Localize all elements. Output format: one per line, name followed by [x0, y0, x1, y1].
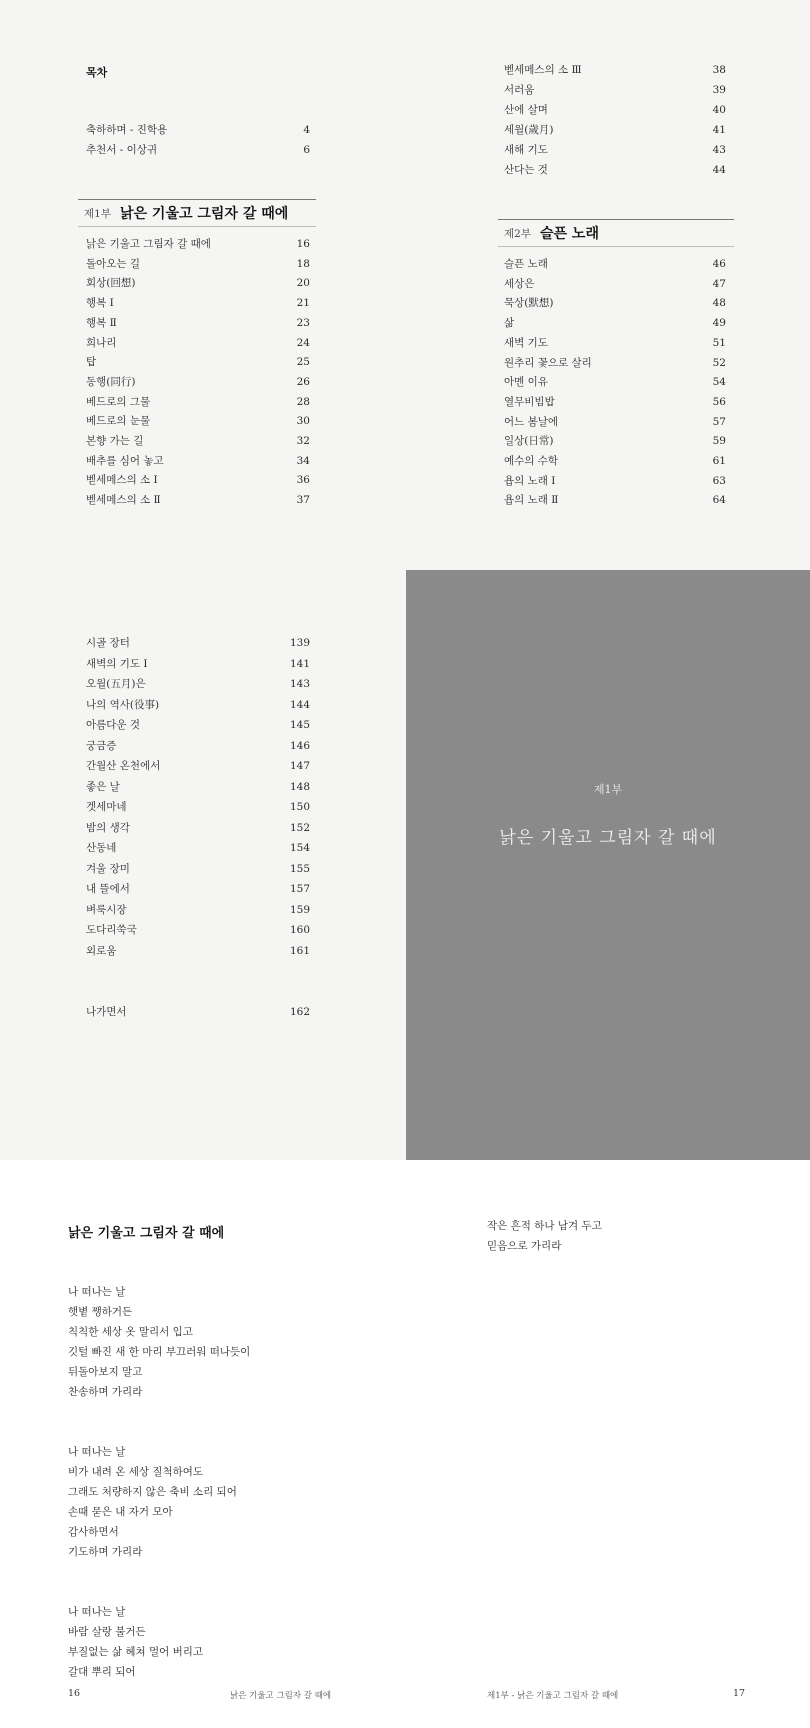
poem-line: 나 떠나는 날: [68, 1606, 126, 1618]
toc-entry-title: 예수의 수학: [504, 455, 559, 467]
toc-row: [86, 920, 310, 940]
toc-entry-title: 궁금증: [86, 739, 117, 752]
toc-entry-page: 40: [712, 104, 726, 116]
toc-entry-title: 산다는 것: [504, 164, 548, 176]
toc-entry-title: 삶: [504, 317, 515, 330]
toc-entry-title: 일상(日常): [504, 435, 554, 448]
toc-entry-title: 도다리쑥국: [86, 924, 137, 936]
toc-entry-page: 18: [296, 257, 310, 270]
toc-entry-page: 59: [712, 435, 726, 448]
toc-entry-page: 150: [289, 801, 310, 813]
toc-entry-page: 139: [289, 637, 310, 649]
toc-row: [86, 372, 310, 392]
toc-row: [86, 490, 310, 510]
toc-entry-title: 욥의 노래 Ⅱ: [504, 494, 559, 507]
toc-entry-page: 47: [712, 277, 726, 290]
toc-heading: 목차: [86, 66, 108, 79]
toc-entry-title: 돌아오는 길: [86, 257, 141, 270]
toc-row: [504, 80, 726, 100]
poem-line: 뒤돌아보지 말고: [68, 1366, 143, 1378]
toc-row: [86, 818, 310, 838]
part1-header: [78, 199, 316, 227]
toc-entry-title: 나의 역사(役事): [86, 698, 160, 711]
toc-row: [86, 756, 310, 776]
toc-row: [86, 333, 310, 353]
poem-line: 작은 흔적 하나 남겨 두고: [487, 1220, 602, 1232]
toc-entry-page: 63: [712, 474, 726, 487]
toc-row: [86, 313, 310, 333]
part1-label: 제1부: [84, 208, 111, 220]
toc-entry-page: 56: [712, 395, 726, 408]
poem-line: 믿음으로 가리라: [487, 1240, 562, 1252]
toc-row: [504, 412, 726, 432]
toc-entry-page: 159: [289, 903, 310, 916]
toc-row: [86, 120, 310, 140]
toc-row: [504, 60, 726, 80]
toc-entry-title: 좋은 날: [86, 780, 120, 793]
toc-entry-title: 벼룩시장: [86, 903, 127, 916]
part-divider-title: 낡은 기울고 그림자 갈 때에: [499, 828, 717, 848]
toc-entry-page: 25: [296, 356, 310, 369]
toc-entry-page: 145: [289, 719, 310, 731]
toc-entry-title: 새벽의 기도 Ⅰ: [86, 657, 148, 670]
toc-entry-page: 4: [303, 124, 310, 136]
toc-entry-title: 열무비빔밥: [504, 395, 555, 408]
toc-row: [504, 254, 726, 274]
toc-entry-page: 21: [296, 297, 310, 310]
toc-entry-title: 낡은 기울고 그림자 갈 때에: [86, 238, 211, 250]
toc-entry-title: 회상(回想): [86, 277, 136, 290]
toc-entry-title: 벧세메스의 소 Ⅰ: [86, 474, 158, 487]
toc-entry-title: 배추를 심어 놓고: [86, 454, 164, 467]
poem-line: 깃털 빠진 새 한 마리 부끄러워 떠나듯이: [68, 1346, 251, 1358]
toc-entry-title: 겨울 장미: [86, 862, 130, 875]
toc-entry-title: 원추리 꽃으로 살리: [504, 356, 592, 369]
toc-entry-page: 152: [289, 821, 310, 834]
toc-row: [86, 838, 310, 858]
toc-spread-2: [0, 570, 810, 1160]
poem-line: 비가 내려 온 세상 질척하여도: [68, 1466, 204, 1478]
toc-entry-page: 30: [296, 415, 310, 428]
toc-entry-page: 32: [296, 435, 310, 447]
toc-row: [504, 372, 726, 392]
part-divider-panel: [406, 570, 810, 1160]
toc-row: [504, 100, 726, 120]
toc-entry-page: 34: [296, 454, 310, 467]
toc-row: [504, 293, 726, 313]
toc-entry-page: 157: [289, 883, 310, 895]
poem-line: 갈대 뿌리 되어: [68, 1666, 136, 1678]
toc-row: [504, 490, 726, 510]
toc-entry-page: 155: [289, 862, 310, 875]
toc-row: [86, 392, 310, 412]
toc-entry-title: 밤의 생각: [86, 821, 130, 834]
toc-entry-title: 외로움: [86, 944, 117, 957]
toc-row: [86, 777, 310, 797]
toc-entry-title: 희나리: [86, 336, 117, 349]
toc-entry-page: 26: [296, 375, 310, 388]
toc-entry-title: 시골 장터: [86, 637, 130, 649]
toc-entry-page: 143: [289, 678, 310, 690]
toc-entry-title: 추천서 - 이상귀: [86, 144, 158, 156]
toc-row: [86, 941, 310, 961]
toc-row: [504, 451, 726, 471]
toc-entry-page: 51: [712, 336, 726, 349]
toc-entry-page: 49: [712, 317, 726, 330]
toc-entry-page: 161: [289, 944, 310, 957]
toc-row: [86, 293, 310, 313]
toc-entry-title: 산에 살며: [504, 104, 548, 116]
toc-entry-page: 141: [289, 657, 310, 670]
toc-row: [504, 353, 726, 373]
toc-entry-page: 147: [289, 760, 310, 772]
toc-row: [504, 313, 726, 333]
toc-entry-title: 행복 Ⅰ: [86, 297, 114, 310]
toc-row: [86, 879, 310, 899]
toc-entry-title: 벧세메스의 소 Ⅲ: [504, 64, 582, 76]
toc-row: [504, 120, 726, 140]
toc-row: [86, 654, 310, 674]
toc-entry-title: 탑: [86, 356, 97, 369]
poem-line: 기도하며 가리라: [68, 1546, 143, 1558]
toc-entry-title: 축하하며 - 진학용: [86, 124, 168, 136]
toc-entry-page: 38: [712, 64, 726, 76]
toc-row: [86, 736, 310, 756]
toc-entry-page: 24: [296, 336, 310, 349]
toc-entry-title: 새해 기도: [504, 144, 548, 156]
toc-row: [86, 715, 310, 735]
toc-entry-title: 벧세메스의 소 Ⅱ: [86, 494, 161, 507]
toc-entry-page: 36: [296, 474, 310, 487]
toc-entry-title: 오월(五月)은: [86, 678, 146, 690]
poem-title: 낡은 기울고 그림자 갈 때에: [68, 1226, 225, 1241]
toc-entry-title: 겟세마네: [86, 801, 127, 813]
toc-entry-title: 본향 가는 길: [86, 435, 144, 447]
toc-row: [504, 274, 726, 294]
poem-line: 손때 묻은 내 자거 모아: [68, 1506, 173, 1518]
right-running-head: 제1부 - 낡은 기울고 그림자 갈 때에: [487, 1691, 619, 1701]
poem-line: 감사하면서: [68, 1526, 119, 1538]
toc-entry-page: 28: [296, 395, 310, 408]
toc-row: [86, 352, 310, 372]
toc-entry-page: 37: [296, 494, 310, 507]
left-page-number: 16: [68, 1688, 81, 1699]
toc-row: [86, 431, 310, 451]
toc-entry-title: 서러움: [504, 84, 535, 96]
toc-closing-title: 나가면서: [86, 1006, 127, 1018]
toc-closing-row: [86, 1002, 310, 1022]
toc-entry-title: 어느 봄날에: [504, 415, 559, 428]
toc-entry-title: 세상은: [504, 277, 535, 290]
toc-row: [504, 140, 726, 160]
toc-row: [504, 392, 726, 412]
toc-row: [86, 234, 310, 254]
toc-entry-page: 57: [712, 415, 726, 428]
toc-entry-page: 39: [712, 84, 726, 96]
poem-spread: [0, 1160, 810, 1728]
poem-line: 나 떠나는 날: [68, 1446, 126, 1458]
toc-spread-1: [0, 0, 810, 570]
toc-entry-title: 묵상(默想): [504, 297, 554, 310]
toc-entry-page: 61: [712, 455, 726, 467]
toc-entry-page: 148: [289, 780, 310, 793]
toc-entry-page: 146: [289, 739, 310, 752]
left-running-head: 낡은 기울고 그림자 갈 때에: [230, 1691, 332, 1701]
toc-entry-page: 54: [712, 376, 726, 389]
toc-entry-title: 행복 Ⅱ: [86, 316, 117, 329]
toc-entry-page: 20: [296, 277, 310, 290]
toc-row: [86, 254, 310, 274]
toc-entry-title: 내 뜰에서: [86, 883, 130, 895]
toc-row: [86, 695, 310, 715]
toc-entry-title: 동행(同行): [86, 375, 136, 388]
toc-row: [86, 451, 310, 471]
toc-entry-page: 160: [289, 924, 310, 936]
part2-title: 슬픈 노래: [540, 226, 599, 242]
toc-entry-title: 아멘 이유: [504, 376, 548, 389]
toc-entry-page: 23: [296, 316, 310, 329]
poem-line: 부질없는 삶 헤쳐 멀어 버리고: [68, 1646, 204, 1658]
toc-entry-title: 베드로의 눈물: [86, 415, 151, 428]
toc-entry-title: 새벽 기도: [504, 336, 548, 349]
toc-entry-title: 산동네: [86, 842, 117, 854]
toc-entry-page: 144: [289, 698, 310, 711]
poem-line: 찬송하며 가리라: [68, 1386, 143, 1398]
toc-row: [86, 900, 310, 920]
toc-row: [86, 470, 310, 490]
poem-line: 바람 살랑 불거든: [68, 1626, 146, 1638]
poem-line: 햇볕 쨍하거든: [68, 1306, 133, 1318]
part-divider-label: 제1부: [593, 783, 623, 796]
toc-row: [86, 140, 310, 160]
toc-entry-page: 16: [296, 238, 310, 250]
toc-entry-title: 아름다운 것: [86, 719, 141, 731]
part2-header: [498, 219, 734, 247]
toc-entry-page: 41: [712, 124, 726, 136]
part1-title: 낡은 기울고 그림자 갈 때에: [120, 206, 289, 222]
toc-entry-page: 154: [289, 842, 310, 854]
toc-row: [86, 633, 310, 653]
toc-entry-page: 46: [712, 258, 726, 270]
toc-row: [86, 411, 310, 431]
toc-entry-page: 44: [712, 164, 726, 176]
right-page-number: 17: [733, 1688, 746, 1699]
toc-row: [86, 674, 310, 694]
toc-row: [86, 859, 310, 879]
toc-entry-title: 베드로의 그물: [86, 395, 151, 408]
toc-entry-page: 43: [712, 144, 726, 156]
toc-row: [504, 431, 726, 451]
toc-row: [504, 160, 726, 180]
toc-entry-page: 52: [712, 356, 726, 369]
toc-entry-page: 48: [712, 297, 726, 310]
toc-entry-title: 세월(歲月): [504, 124, 554, 136]
toc-row: [504, 471, 726, 491]
poem-line: 그래도 처량하지 않은 축비 소리 되어: [68, 1486, 237, 1498]
toc-row: [86, 273, 310, 293]
toc-closing-page: 162: [289, 1006, 310, 1018]
toc-entry-page: 6: [303, 144, 310, 156]
toc-entry-title: 간월산 온천에서: [86, 760, 161, 772]
toc-row: [504, 333, 726, 353]
toc-entry-title: 슬픈 노래: [504, 258, 548, 270]
toc-entry-title: 욥의 노래 Ⅰ: [504, 474, 556, 487]
toc-row: [86, 797, 310, 817]
poem-line: 칙칙한 세상 옷 말리서 입고: [68, 1326, 193, 1338]
poem-line: 나 떠나는 날: [68, 1286, 126, 1298]
part2-label: 제2부: [504, 228, 531, 240]
toc-entry-page: 64: [712, 494, 726, 507]
